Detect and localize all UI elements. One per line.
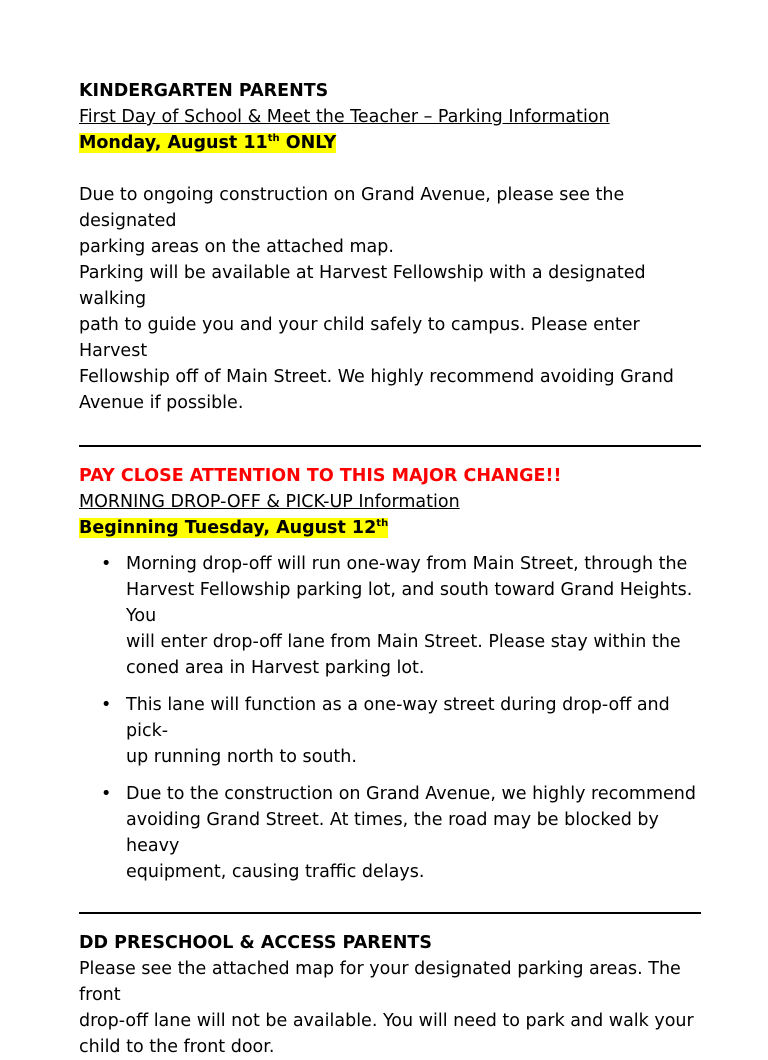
kindergarten-date-sup: th <box>267 133 280 145</box>
kindergarten-section <box>79 78 701 416</box>
text-line: parking areas on the attached map. <box>79 237 394 257</box>
text-line: Harvest Fellowship parking lot, and south toward Grand Heights. You <box>126 580 693 626</box>
text-line: drop-off lane will not be available. You will need to park and walk your <box>79 1011 694 1031</box>
major-change-section <box>79 463 701 885</box>
dropoff-date-prefix: Beginning Tuesday, August 12 <box>79 518 377 538</box>
dropoff-date-line <box>79 515 701 541</box>
bullet-icon: • <box>101 784 112 804</box>
list-item <box>79 692 701 770</box>
bullet-icon: • <box>101 695 112 715</box>
text-line: child to the front door. <box>79 1037 275 1057</box>
text-line: path to guide you and your child safely to campus. Please enter Harvest <box>79 315 640 361</box>
kindergarten-date-suffix: ONLY <box>279 133 337 153</box>
bullet-icon: • <box>101 554 112 574</box>
spacer <box>79 447 701 463</box>
spacer <box>79 541 701 551</box>
text-line: This lane will function as a one-way street during drop-off and pick- <box>126 695 670 741</box>
text-line: Morning drop-off will run one-way from Main Street, through the <box>126 554 688 574</box>
text-line: coned area in Harvest parking lot. <box>126 658 425 678</box>
dropoff-bullet-list <box>79 551 701 885</box>
text-line: up running north to south. <box>126 747 357 767</box>
text-line: Avenue if possible. <box>79 393 244 413</box>
text-line: equipment, causing traffic delays. <box>126 862 425 882</box>
list-item <box>79 551 701 681</box>
spacer <box>79 416 701 445</box>
text-line: Parking will be available at Harvest Fellowship with a designated walking <box>79 263 646 309</box>
text-line: will enter drop-off lane from Main Street. Please stay within the <box>126 632 681 652</box>
text-line: Due to the construction on Grand Avenue, we highly recommend <box>126 784 696 804</box>
preschool-heading: DD PRESCHOOL & ACCESS PARENTS <box>79 933 432 953</box>
dropoff-date-sup: th <box>376 518 389 530</box>
text-line: Please see the attached map for your designated parking areas. The front <box>79 959 681 1005</box>
dropoff-subheading: MORNING DROP-OFF & PICK-UP Information <box>79 492 460 512</box>
preschool-paragraph <box>79 956 701 1060</box>
kindergarten-paragraph-1 <box>79 182 701 260</box>
kindergarten-date-line <box>79 130 701 156</box>
document-page <box>79 78 701 1060</box>
major-change-alert: PAY CLOSE ATTENTION TO THIS MAJOR CHANGE!! <box>79 466 562 486</box>
kindergarten-subheading: First Day of School & Meet the Teacher – Parking Information <box>79 107 610 127</box>
text-line: avoiding Grand Street. At times, the road may be blocked by heavy <box>126 810 659 856</box>
kindergarten-date-prefix: Monday, August 11 <box>79 133 268 153</box>
dropoff-date-highlight <box>79 518 388 538</box>
spacer <box>79 885 701 912</box>
preschool-section <box>79 930 701 1060</box>
kindergarten-date-highlight <box>79 133 336 153</box>
kindergarten-heading: KINDERGARTEN PARENTS <box>79 81 329 101</box>
spacer <box>79 156 701 182</box>
kindergarten-paragraph-2 <box>79 260 701 416</box>
list-item <box>79 781 701 885</box>
text-line: Fellowship off of Main Street. We highly recommend avoiding Grand <box>79 367 674 387</box>
spacer <box>79 914 701 930</box>
text-line: Due to ongoing construction on Grand Avenue, please see the designated <box>79 185 625 231</box>
